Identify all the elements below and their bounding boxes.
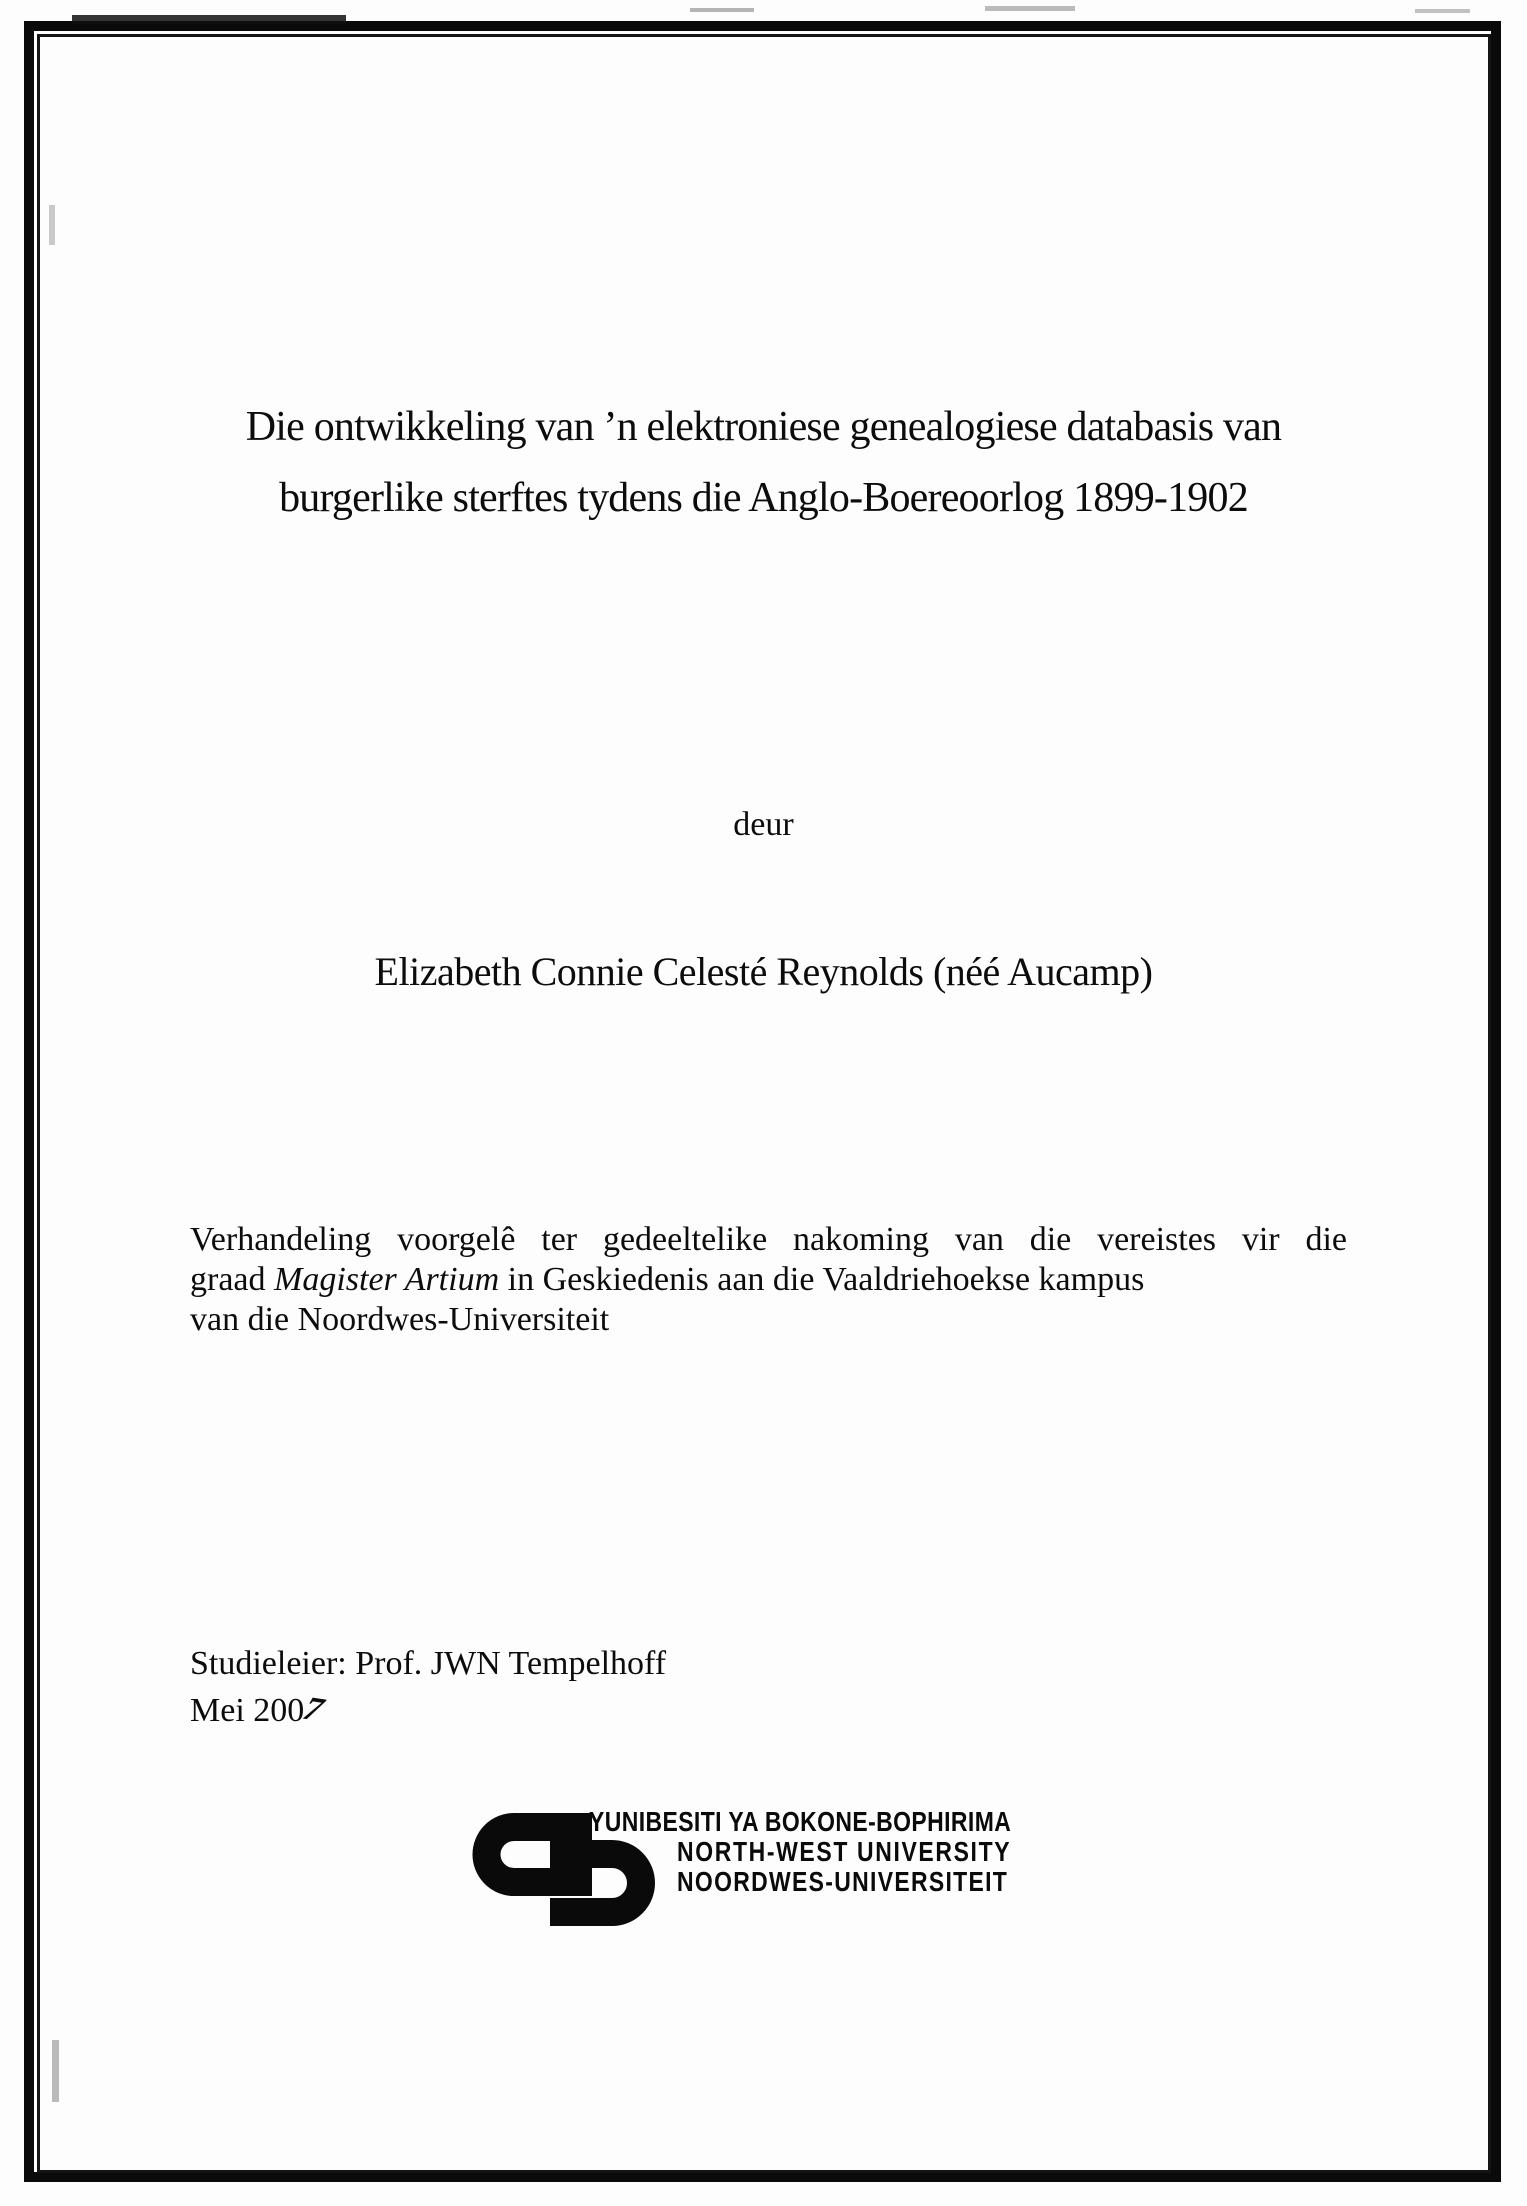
author-name: Elizabeth Connie Celesté Reynolds (néé Aucamp)	[374, 949, 1153, 994]
scan-artifact	[985, 6, 1075, 11]
logo-text-setswana: YUNIBESITI YA BOKONE-BOPHIRIMA	[589, 1806, 1012, 1837]
thesis-title-line2: burgerlike sterftes tydens die Anglo-Boereoorlog 1899-1902	[279, 475, 1248, 521]
degree-statement-line1: Verhandeling voorgelê ter gedeeltelike nakoming van die vereistes vir die	[190, 1221, 1347, 1258]
scan-artifact	[49, 205, 55, 245]
logo-text-english: NORTH-WEST UNIVERSITY	[677, 1836, 1012, 1867]
thesis-title-line1: Die ontwikkeling van ’n elektroniese genealogiese databasis van	[245, 404, 1282, 450]
degree-statement	[190, 1220, 1347, 1340]
degree-statement-line2-suffix: in Geskiedenis aan die Vaaldriehoekse kampus	[499, 1261, 1145, 1298]
supervisor-block	[190, 1640, 666, 1734]
degree-statement-line2	[190, 1260, 1347, 1300]
degree-statement-line3: van die Noordwes-Universiteit	[190, 1301, 610, 1338]
byline-label: deur	[733, 806, 794, 843]
scan-artifact	[1415, 9, 1470, 13]
logo-text-afrikaans: NOORDWES-UNIVERSITEIT	[677, 1866, 1009, 1897]
scan-artifact	[690, 8, 754, 12]
scan-artifact	[52, 2040, 59, 2102]
date-seven-glyph: 7	[295, 1691, 332, 1729]
degree-statement-line2-prefix: graad	[190, 1261, 275, 1298]
date-line	[190, 1687, 666, 1734]
scan-artifact	[72, 15, 346, 24]
degree-name-italic: Magister Artium	[274, 1261, 500, 1298]
thesis-title	[0, 392, 1527, 534]
date-prefix: Mei 200	[190, 1692, 305, 1729]
supervisor-line: Studieleier: Prof. JWN Tempelhoff	[190, 1645, 667, 1682]
